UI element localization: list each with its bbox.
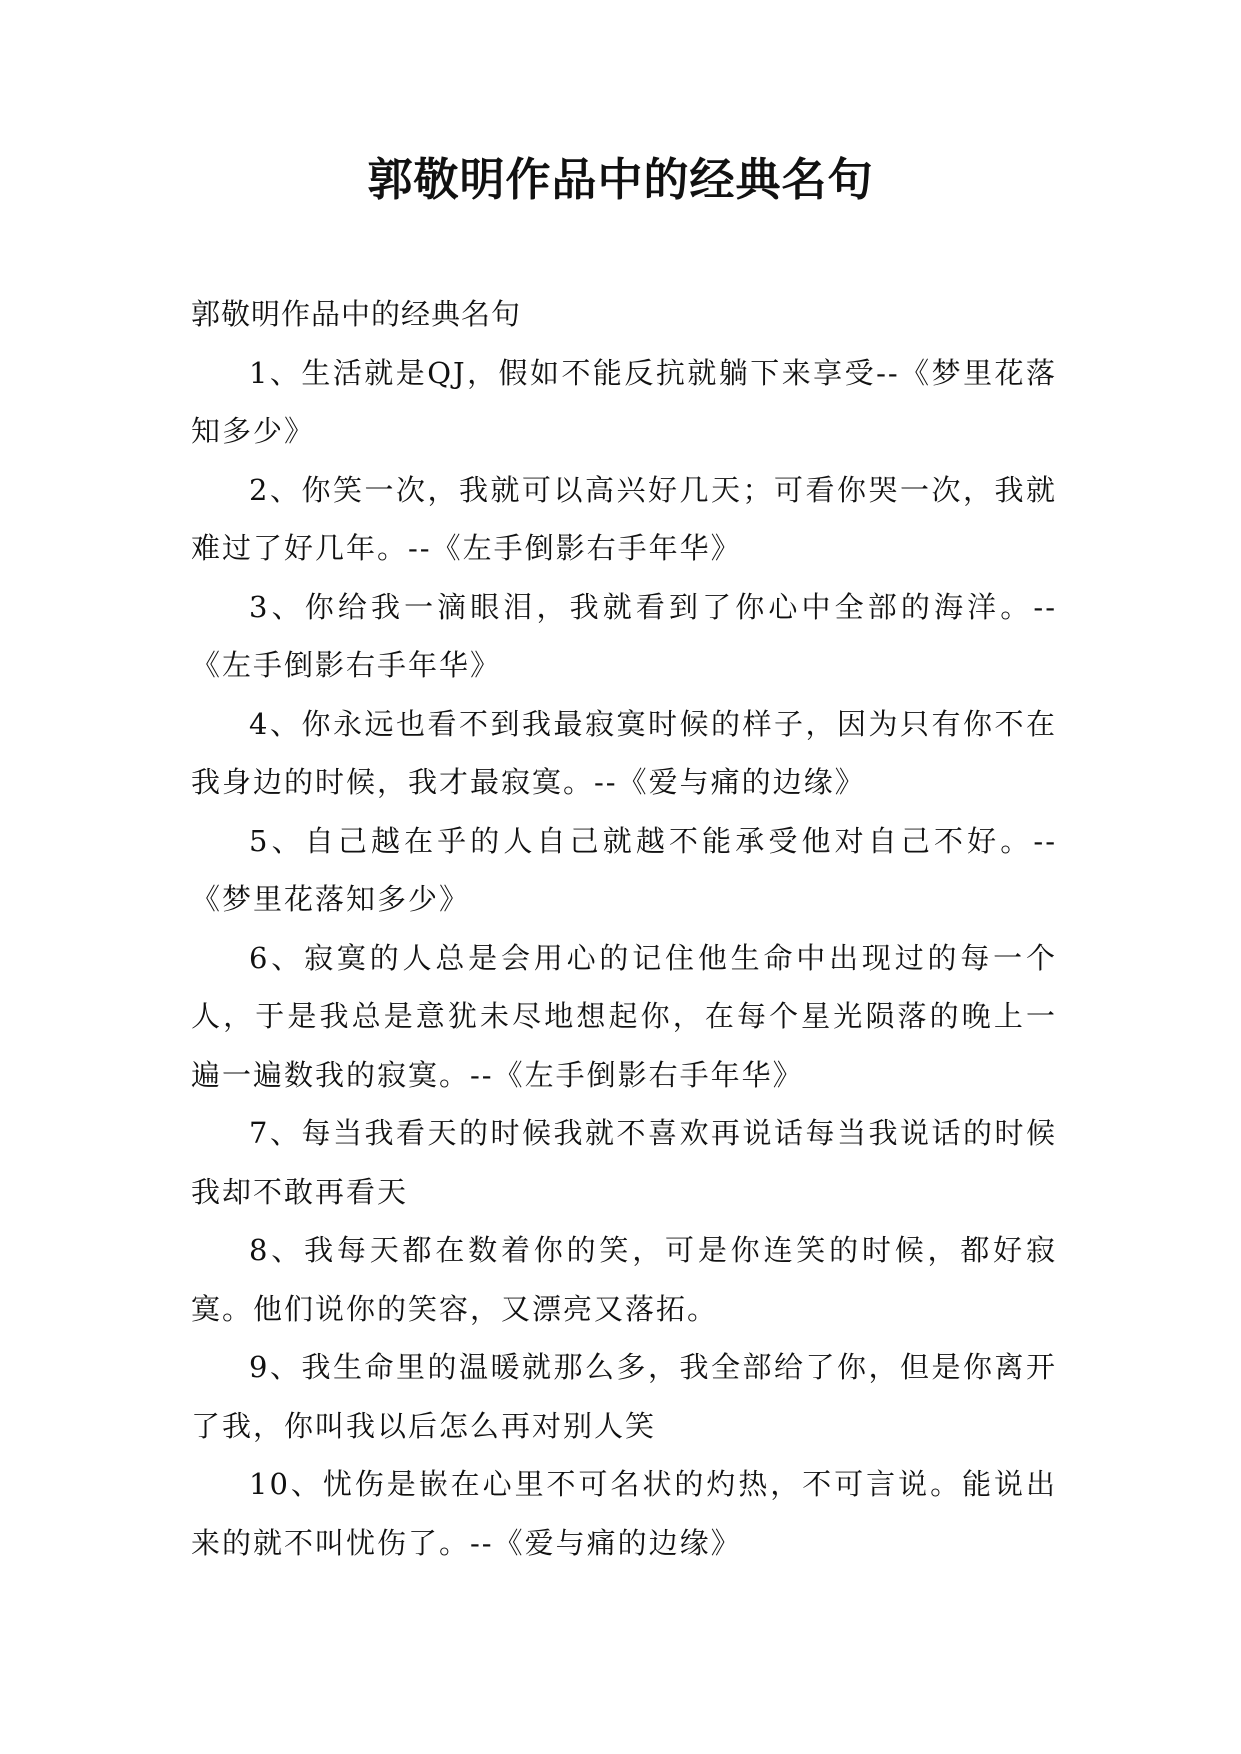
- quote-item-10: 10、忧伤是嵌在心里不可名状的灼热，不可言说。能说出来的就不叫忧伤了。--《爱与痛的边缘》: [191, 1467, 1057, 1560]
- quote-item-2: 2、你笑一次，我就可以高兴好几天；可看你哭一次，我就难过了好几年。--《左手倒影右手年华》: [191, 472, 1057, 565]
- quote-item-9: 9、我生命里的温暖就那么多，我全部给了你，但是你离开了我，你叫我以后怎么再对别人笑: [191, 1350, 1057, 1443]
- document-title: 郭敬明作品中的经典名句: [367, 153, 874, 206]
- document-subtitle: 郭敬明作品中的经典名句: [191, 297, 522, 331]
- document-body: [191, 285, 1057, 1572]
- quote-item-5: 5、自己越在乎的人自己就越不能承受他对自己不好。--《梦里花落知多少》: [191, 823, 1057, 916]
- quote-item-8: 8、我每天都在数着你的笑，可是你连笑的时候，都好寂寞。他们说你的笑容，又漂亮又落拓。: [191, 1233, 1057, 1326]
- quote-item-4: 4、你永远也看不到我最寂寞时候的样子，因为只有你不在我身边的时候，我才最寂寞。--《爱与痛的边缘》: [191, 706, 1057, 799]
- quote-item-3: 3、你给我一滴眼泪，我就看到了你心中全部的海洋。--《左手倒影右手年华》: [191, 589, 1057, 682]
- quote-item-6: 6、寂寞的人总是会用心的记住他生命中出现过的每一个人，于是我总是意犹未尽地想起你，在每个星光陨落的晚上一遍一遍数我的寂寞。--《左手倒影右手年华》: [191, 940, 1057, 1092]
- quote-item-1: 1、生活就是QJ，假如不能反抗就躺下来享受--《梦里花落知多少》: [191, 355, 1057, 448]
- quote-item-7: 7、每当我看天的时候我就不喜欢再说话每当我说话的时候我却不敢再看天: [191, 1116, 1057, 1209]
